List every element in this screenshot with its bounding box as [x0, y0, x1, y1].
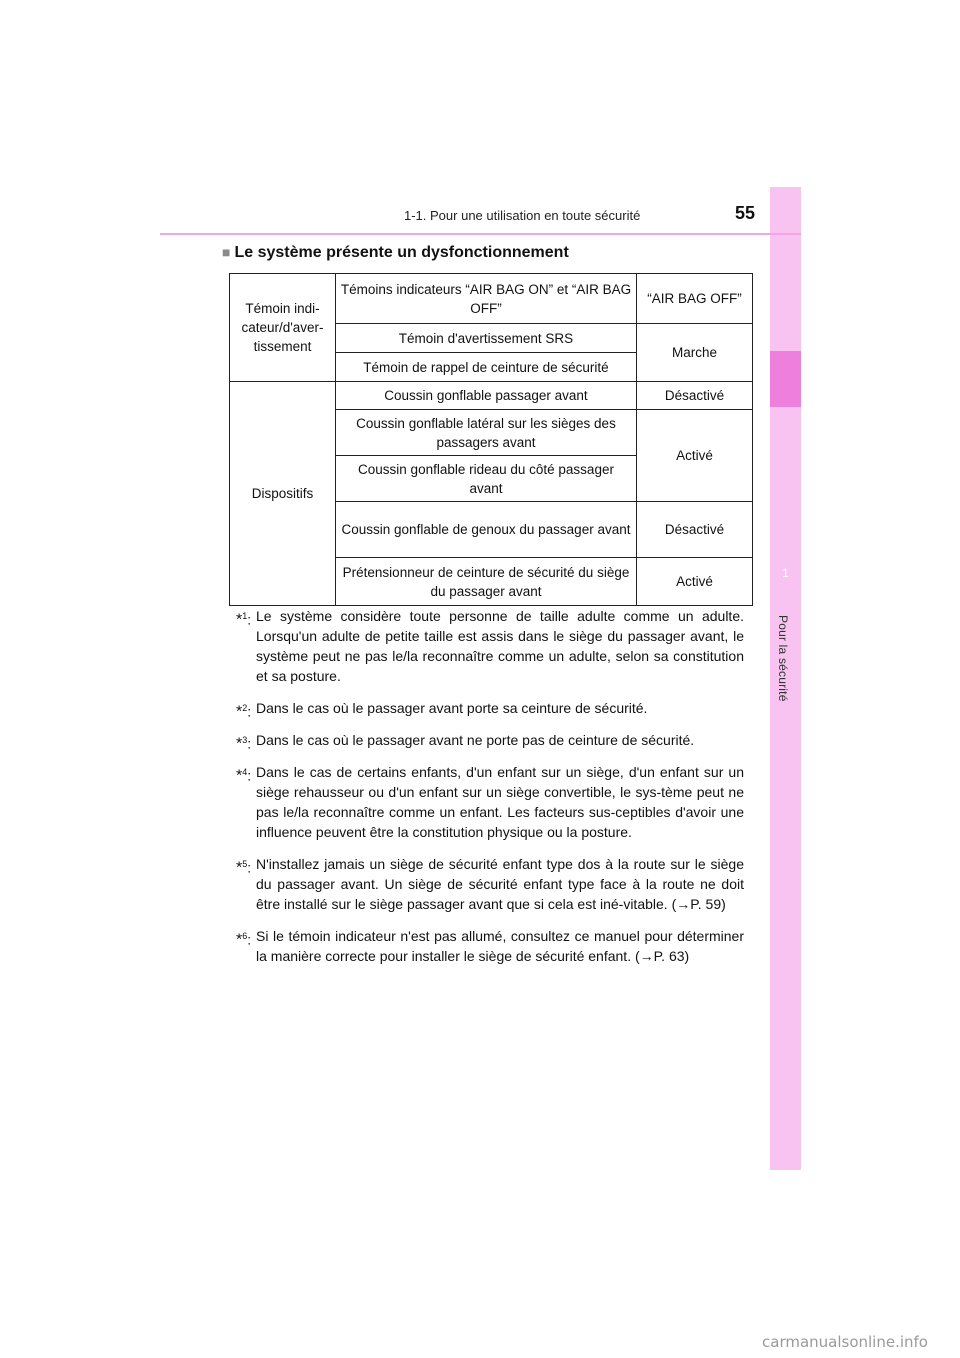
item-cell: Témoin d'avertissement SRS — [336, 324, 637, 353]
state-cell: Désactivé — [637, 502, 753, 558]
state-cell: Activé — [637, 558, 753, 606]
footnote-text: Si le témoin indicateur n'est pas allumé, consultez ce manuel pour déterminer la manière correcte pour installer le siège de sécurité enfant. (→P. 63) — [256, 928, 744, 964]
footnote-text: Dans le cas où le passager avant ne porte pas de ceinture de sécurité. — [256, 732, 695, 748]
footnote-marker: *$^1$: — [236, 611, 252, 629]
footnote — [236, 698, 744, 721]
page-number: 55 — [735, 203, 756, 223]
state-cell: Marche — [637, 324, 753, 382]
indicator-label-cell: Témoin indi-cateur/d'aver-tissement — [230, 274, 336, 382]
footnote — [236, 730, 744, 753]
footnote-marker: *$^4$: — [236, 767, 252, 785]
square-bullet-icon: ■ — [222, 244, 231, 260]
state-cell: Activé — [637, 410, 753, 502]
chapter-side-tab — [770, 187, 801, 1170]
watermark: carmanualsonline.info — [762, 1333, 928, 1351]
footnote-text: N'installez jamais un siège de sécurité enfant type dos à la route sur le siège du passager avant. Un siège de sécurité enfant type face à la route ne doit être installé sur le siège passager avant que si cela est iné-vitable. (→P. 59) — [256, 856, 744, 912]
item-cell: Coussin gonflable latéral sur les sièges des passagers avant — [336, 410, 637, 456]
footnotes — [236, 606, 744, 978]
item-cell: Témoin de rappel de ceinture de sécurité — [336, 353, 637, 382]
item-cell: Témoins indicateurs “AIR BAG ON” et “AIR BAG OFF” — [336, 274, 637, 324]
footnote-text: Dans le cas où le passager avant porte sa ceinture de sécurité. — [256, 700, 648, 716]
chapter-title: Pour la sécurité — [776, 615, 790, 702]
item-cell: Prétensionneur de ceinture de sécurité du siège du passager avant — [336, 558, 637, 606]
footnote-marker: *$^3$: — [236, 735, 252, 753]
item-cell: Coussin gonflable de genoux du passager avant — [336, 502, 637, 558]
heading-text: Le système présente un dysfonctionnement — [234, 244, 569, 261]
item-cell: Coussin gonflable passager avant — [336, 382, 637, 410]
item-cell: Coussin gonflable rideau du côté passager avant — [336, 456, 637, 502]
footnote-marker: *$^6$: — [236, 931, 252, 949]
section-heading — [222, 244, 569, 262]
footnote-text: Le système considère toute personne de taille adulte comme un adulte. Lorsqu'un adulte de petite taille est assis dans le siège du passager avant, le système peut ne pas le/la reconnaître comme un adulte, selon sa constitution et sa posture. — [256, 608, 744, 684]
footnote — [236, 926, 744, 966]
footnote — [236, 762, 744, 842]
table-row — [230, 382, 753, 410]
header-divider — [160, 233, 801, 235]
devices-label-cell: Dispositifs — [230, 382, 336, 606]
footnote-text: Dans le cas de certains enfants, d'un enfant sur un siège, d'un enfant sur un siège rehausseur ou d'un enfant sur un siège convertible, le sys-tème peut ne pas le/la reconnaître comme un enfant. Les facteurs sus-ceptibles d'avoir une influence peuvent être la constitution physique ou la posture. — [256, 764, 744, 840]
section-title: 1-1. Pour une utilisation en toute sécurité — [404, 208, 641, 223]
state-cell: “AIR BAG OFF” — [637, 274, 753, 324]
footnote — [236, 606, 744, 686]
footnote — [236, 854, 744, 914]
footnote-marker: *$^2$: — [236, 703, 252, 721]
chapter-number: 1 — [782, 566, 789, 580]
chapter-marker — [770, 351, 801, 407]
footnote-marker: *$^5$: — [236, 859, 252, 877]
status-table — [229, 273, 753, 606]
state-cell: Désactivé — [637, 382, 753, 410]
table-row — [230, 274, 753, 324]
